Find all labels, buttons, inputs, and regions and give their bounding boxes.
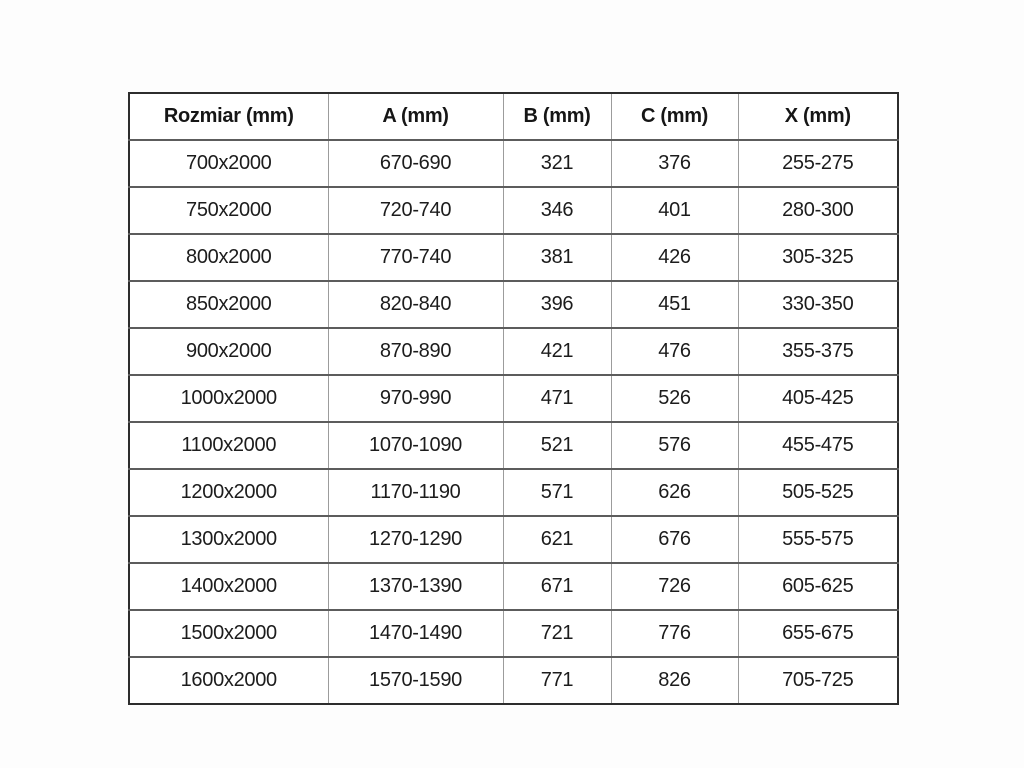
- table-cell: 1500x2000: [129, 610, 328, 657]
- table-cell: 605-625: [738, 563, 898, 610]
- table-cell: 426: [611, 234, 738, 281]
- column-header-x: X (mm): [738, 93, 898, 140]
- table-cell: 255-275: [738, 140, 898, 187]
- table-cell: 705-725: [738, 657, 898, 704]
- table-cell: 1200x2000: [129, 469, 328, 516]
- table-cell: 505-525: [738, 469, 898, 516]
- table-cell: 1370-1390: [328, 563, 503, 610]
- column-header-a: A (mm): [328, 93, 503, 140]
- table-row: [129, 610, 898, 657]
- table-row: [129, 140, 898, 187]
- table-row: [129, 563, 898, 610]
- table-cell: 726: [611, 563, 738, 610]
- table-cell: 1470-1490: [328, 610, 503, 657]
- table-cell: 321: [503, 140, 611, 187]
- table-cell: 576: [611, 422, 738, 469]
- table-cell: 1400x2000: [129, 563, 328, 610]
- table-cell: 826: [611, 657, 738, 704]
- table-cell: 571: [503, 469, 611, 516]
- table-row: [129, 375, 898, 422]
- column-header-rozmiar: Rozmiar (mm): [163, 105, 294, 127]
- table-cell: 776: [611, 610, 738, 657]
- table-cell: 771: [503, 657, 611, 704]
- table-cell: 451: [611, 281, 738, 328]
- table-cell: 1100x2000: [129, 422, 328, 469]
- table-cell: 750x2000: [129, 187, 328, 234]
- table-cell: 770-740: [328, 234, 503, 281]
- table-cell: 800x2000: [129, 234, 328, 281]
- table-cell: 526: [611, 375, 738, 422]
- table-cell: 700x2000: [129, 140, 328, 187]
- table-cell: 1270-1290: [328, 516, 503, 563]
- table-cell: 381: [503, 234, 611, 281]
- table-cell: 720-740: [328, 187, 503, 234]
- table-cell: 346: [503, 187, 611, 234]
- table-cell: 621: [503, 516, 611, 563]
- header-row: [129, 93, 898, 140]
- table-cell: 476: [611, 328, 738, 375]
- table-row: [129, 657, 898, 704]
- table-cell: 1000x2000: [129, 375, 328, 422]
- table-row: [129, 516, 898, 563]
- table-cell: 396: [503, 281, 611, 328]
- table-row: [129, 328, 898, 375]
- table-cell: 1070-1090: [328, 422, 503, 469]
- table-cell: 626: [611, 469, 738, 516]
- table-cell: 655-675: [738, 610, 898, 657]
- table-row: [129, 469, 898, 516]
- table-cell: 405-425: [738, 375, 898, 422]
- table-cell: 305-325: [738, 234, 898, 281]
- table-cell: 401: [611, 187, 738, 234]
- size-spec-table: [128, 92, 899, 705]
- table-cell: 521: [503, 422, 611, 469]
- table-row: [129, 422, 898, 469]
- table-cell: 1570-1590: [328, 657, 503, 704]
- table-cell: 900x2000: [129, 328, 328, 375]
- table-cell: 471: [503, 375, 611, 422]
- table-cell: 280-300: [738, 187, 898, 234]
- table-cell: 676: [611, 516, 738, 563]
- table-cell: 555-575: [738, 516, 898, 563]
- table-cell: 670-690: [328, 140, 503, 187]
- table-cell: 455-475: [738, 422, 898, 469]
- table-body: [129, 140, 898, 704]
- table-row: [129, 187, 898, 234]
- table-cell: 970-990: [328, 375, 503, 422]
- table-cell: 850x2000: [129, 281, 328, 328]
- table-cell: 355-375: [738, 328, 898, 375]
- table-row: [129, 281, 898, 328]
- table-cell: 671: [503, 563, 611, 610]
- table-header: [129, 93, 898, 140]
- column-header-b: B (mm): [503, 93, 611, 140]
- table-cell: 376: [611, 140, 738, 187]
- table-cell: 1300x2000: [129, 516, 328, 563]
- table-cell: 330-350: [738, 281, 898, 328]
- table-cell: 1170-1190: [328, 469, 503, 516]
- column-header-c: C (mm): [611, 93, 738, 140]
- table-row: [129, 234, 898, 281]
- table-cell: 870-890: [328, 328, 503, 375]
- table-cell: 721: [503, 610, 611, 657]
- table-cell: 1600x2000: [129, 657, 328, 704]
- table-cell: 421: [503, 328, 611, 375]
- table-cell: 820-840: [328, 281, 503, 328]
